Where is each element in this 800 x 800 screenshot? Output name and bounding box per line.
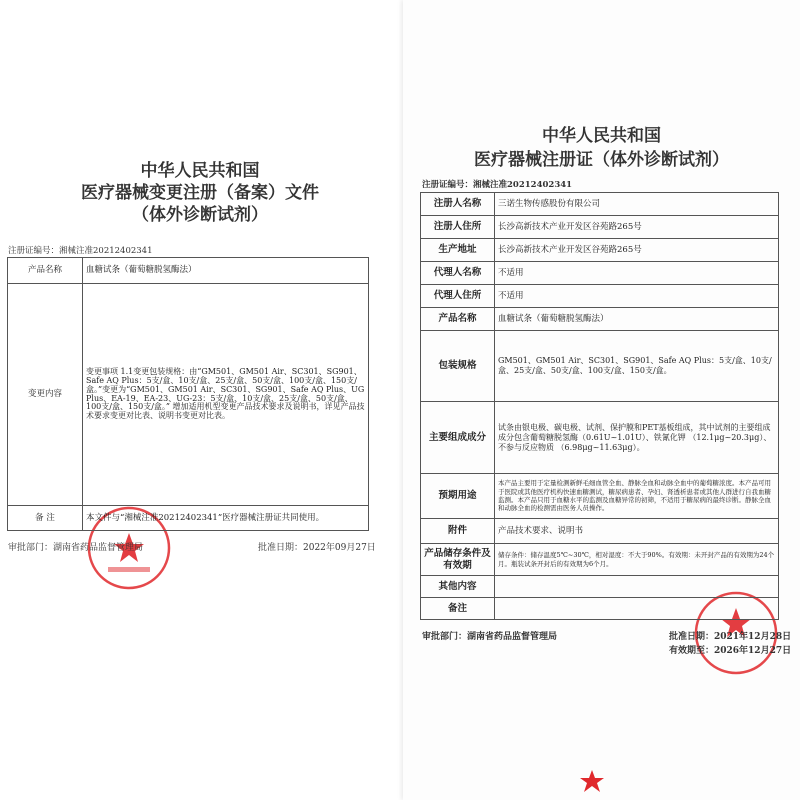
title-line: 中华人民共和国: [542, 126, 661, 146]
table-row: [421, 519, 779, 544]
row-label: 注册人名称: [421, 193, 495, 216]
table-row: [421, 331, 779, 402]
approval-date: 批准日期：2021年12月28日: [669, 632, 792, 642]
row-label: 其他内容: [421, 576, 495, 598]
row-label: 备 注: [8, 506, 83, 531]
table-row: [8, 506, 369, 531]
registration-number: 注册证编号：湘械注准20212402341: [8, 246, 153, 256]
row-label: 产品名称: [8, 258, 83, 284]
title-line: 医疗器械注册证（体外诊断试剂）: [474, 150, 729, 170]
table-row: [421, 576, 779, 598]
row-value: 长沙高新技术产业开发区谷苑路265号: [495, 239, 779, 262]
table-row: [421, 308, 779, 331]
table-row: [8, 284, 369, 506]
row-value: 变更事项 1.1变更包装规格：由“GM501、GM501 Air、SC301、SG901、Safe AQ Plus：5支/盒、10支/盒、25支/盒、50支/盒、100支/盒、150支/盒。”变更为“GM501、GM501 Air、SC301、SG901、Safe AQ Plus、UG Plus、EA-19、EA-23、UG-23：5支/盒、10支/盒、25支/盒、50支/盒、100支/盒、150支/盒。” 增加适用机型变更产品技术要求及说明书，详见产品技术要求变更对比表、说明书变更对比表。: [83, 284, 369, 506]
row-value: 血糖试条（葡萄糖脱氢酶法）: [83, 258, 369, 284]
approval-department: 审批部门：湖南省药品监督管理局: [422, 632, 558, 642]
table-row: [421, 544, 779, 576]
row-label: 注册人住所: [421, 216, 495, 239]
table-row: [421, 216, 779, 239]
certificate-table: [420, 192, 779, 620]
row-value: 三诺生物传感股份有限公司: [495, 193, 779, 216]
row-label: 产品储存条件及有效期: [421, 544, 495, 576]
row-value: 本文件与“湘械注准20212402341”医疗器械注册证共同使用。: [83, 506, 369, 531]
valid-until-date: 有效期至：2026年12月27日: [669, 646, 792, 656]
row-value: [495, 598, 779, 620]
row-value: [495, 576, 779, 598]
row-value: 血糖试条（葡萄糖脱氢酶法）: [495, 308, 779, 331]
table-row: [421, 262, 779, 285]
change-table: [7, 257, 369, 531]
table-row: [421, 239, 779, 262]
approval-department: 审批部门：湖南省药品监督管理局: [8, 543, 144, 553]
title-line: 中华人民共和国: [140, 161, 260, 181]
row-value: 不适用: [495, 262, 779, 285]
row-value: 试条由银电极、碳电极、试剂、保护膜和PET基板组成，其中试剂的主要组成成分包含葡萄糖脱氢酶（0.61U~1.01U）、铁氰化钾 （12.1μg~20.3μg）、不参与反应物质 （6.98μg~11.63μg）。: [495, 402, 779, 474]
row-label: 备注: [421, 598, 495, 620]
row-value: 储存条件：储存温度5℃~30℃，相对湿度：不大于90%。有效期：未开封产品的有效期为24个月。瓶装试条开封后的有效期为6个月。: [495, 544, 779, 576]
document-title: [0, 160, 400, 226]
row-value: 不适用: [495, 285, 779, 308]
table-row: [8, 258, 369, 284]
title-line: （体外诊断试剂）: [132, 205, 268, 225]
document-title: [403, 124, 800, 172]
table-row: [421, 193, 779, 216]
row-label: 产品名称: [421, 308, 495, 331]
row-label: 预期用途: [421, 474, 495, 519]
row-label: 包装规格: [421, 331, 495, 402]
row-value: 长沙高新技术产业开发区谷苑路265号: [495, 216, 779, 239]
row-label: 代理人住所: [421, 285, 495, 308]
table-row: [421, 598, 779, 620]
table-row: [421, 285, 779, 308]
registration-number: 注册证编号：湘械注准20212402341: [422, 180, 573, 190]
table-row: [421, 474, 779, 519]
star-mark-icon: [580, 770, 604, 792]
row-value: 本产品主要用于定量检测新鲜毛细血管全血、静脉全血和动脉全血中的葡萄糖浓度。本产品可用于医院或其他医疗机构快速血糖测试，糖尿病患者、孕妇、肾透析患者或其他人群进行自我血糖监测。本产品只用于血糖水平的监测及血糖异常的初筛，不适用于糖尿病的最终诊断。静脉全血和动脉全血的检测需由医务人员操作。: [495, 474, 779, 519]
registration-certificate: [403, 0, 800, 800]
row-label: 变更内容: [8, 284, 83, 506]
title-line: 医疗器械变更注册（备案）文件: [81, 183, 319, 203]
approval-date: 批准日期：2022年09月27日: [258, 543, 376, 553]
row-value: GM501、GM501 Air、SC301、SG901、Safe AQ Plus：5支/盒、10支/盒、25支/盒、50支/盒、100支/盒、150支/盒。: [495, 331, 779, 402]
row-label: 代理人名称: [421, 262, 495, 285]
row-label: 生产地址: [421, 239, 495, 262]
row-label: 附件: [421, 519, 495, 544]
row-label: 主要组成成分: [421, 402, 495, 474]
row-value: 产品技术要求、说明书: [495, 519, 779, 544]
table-row: [421, 402, 779, 474]
